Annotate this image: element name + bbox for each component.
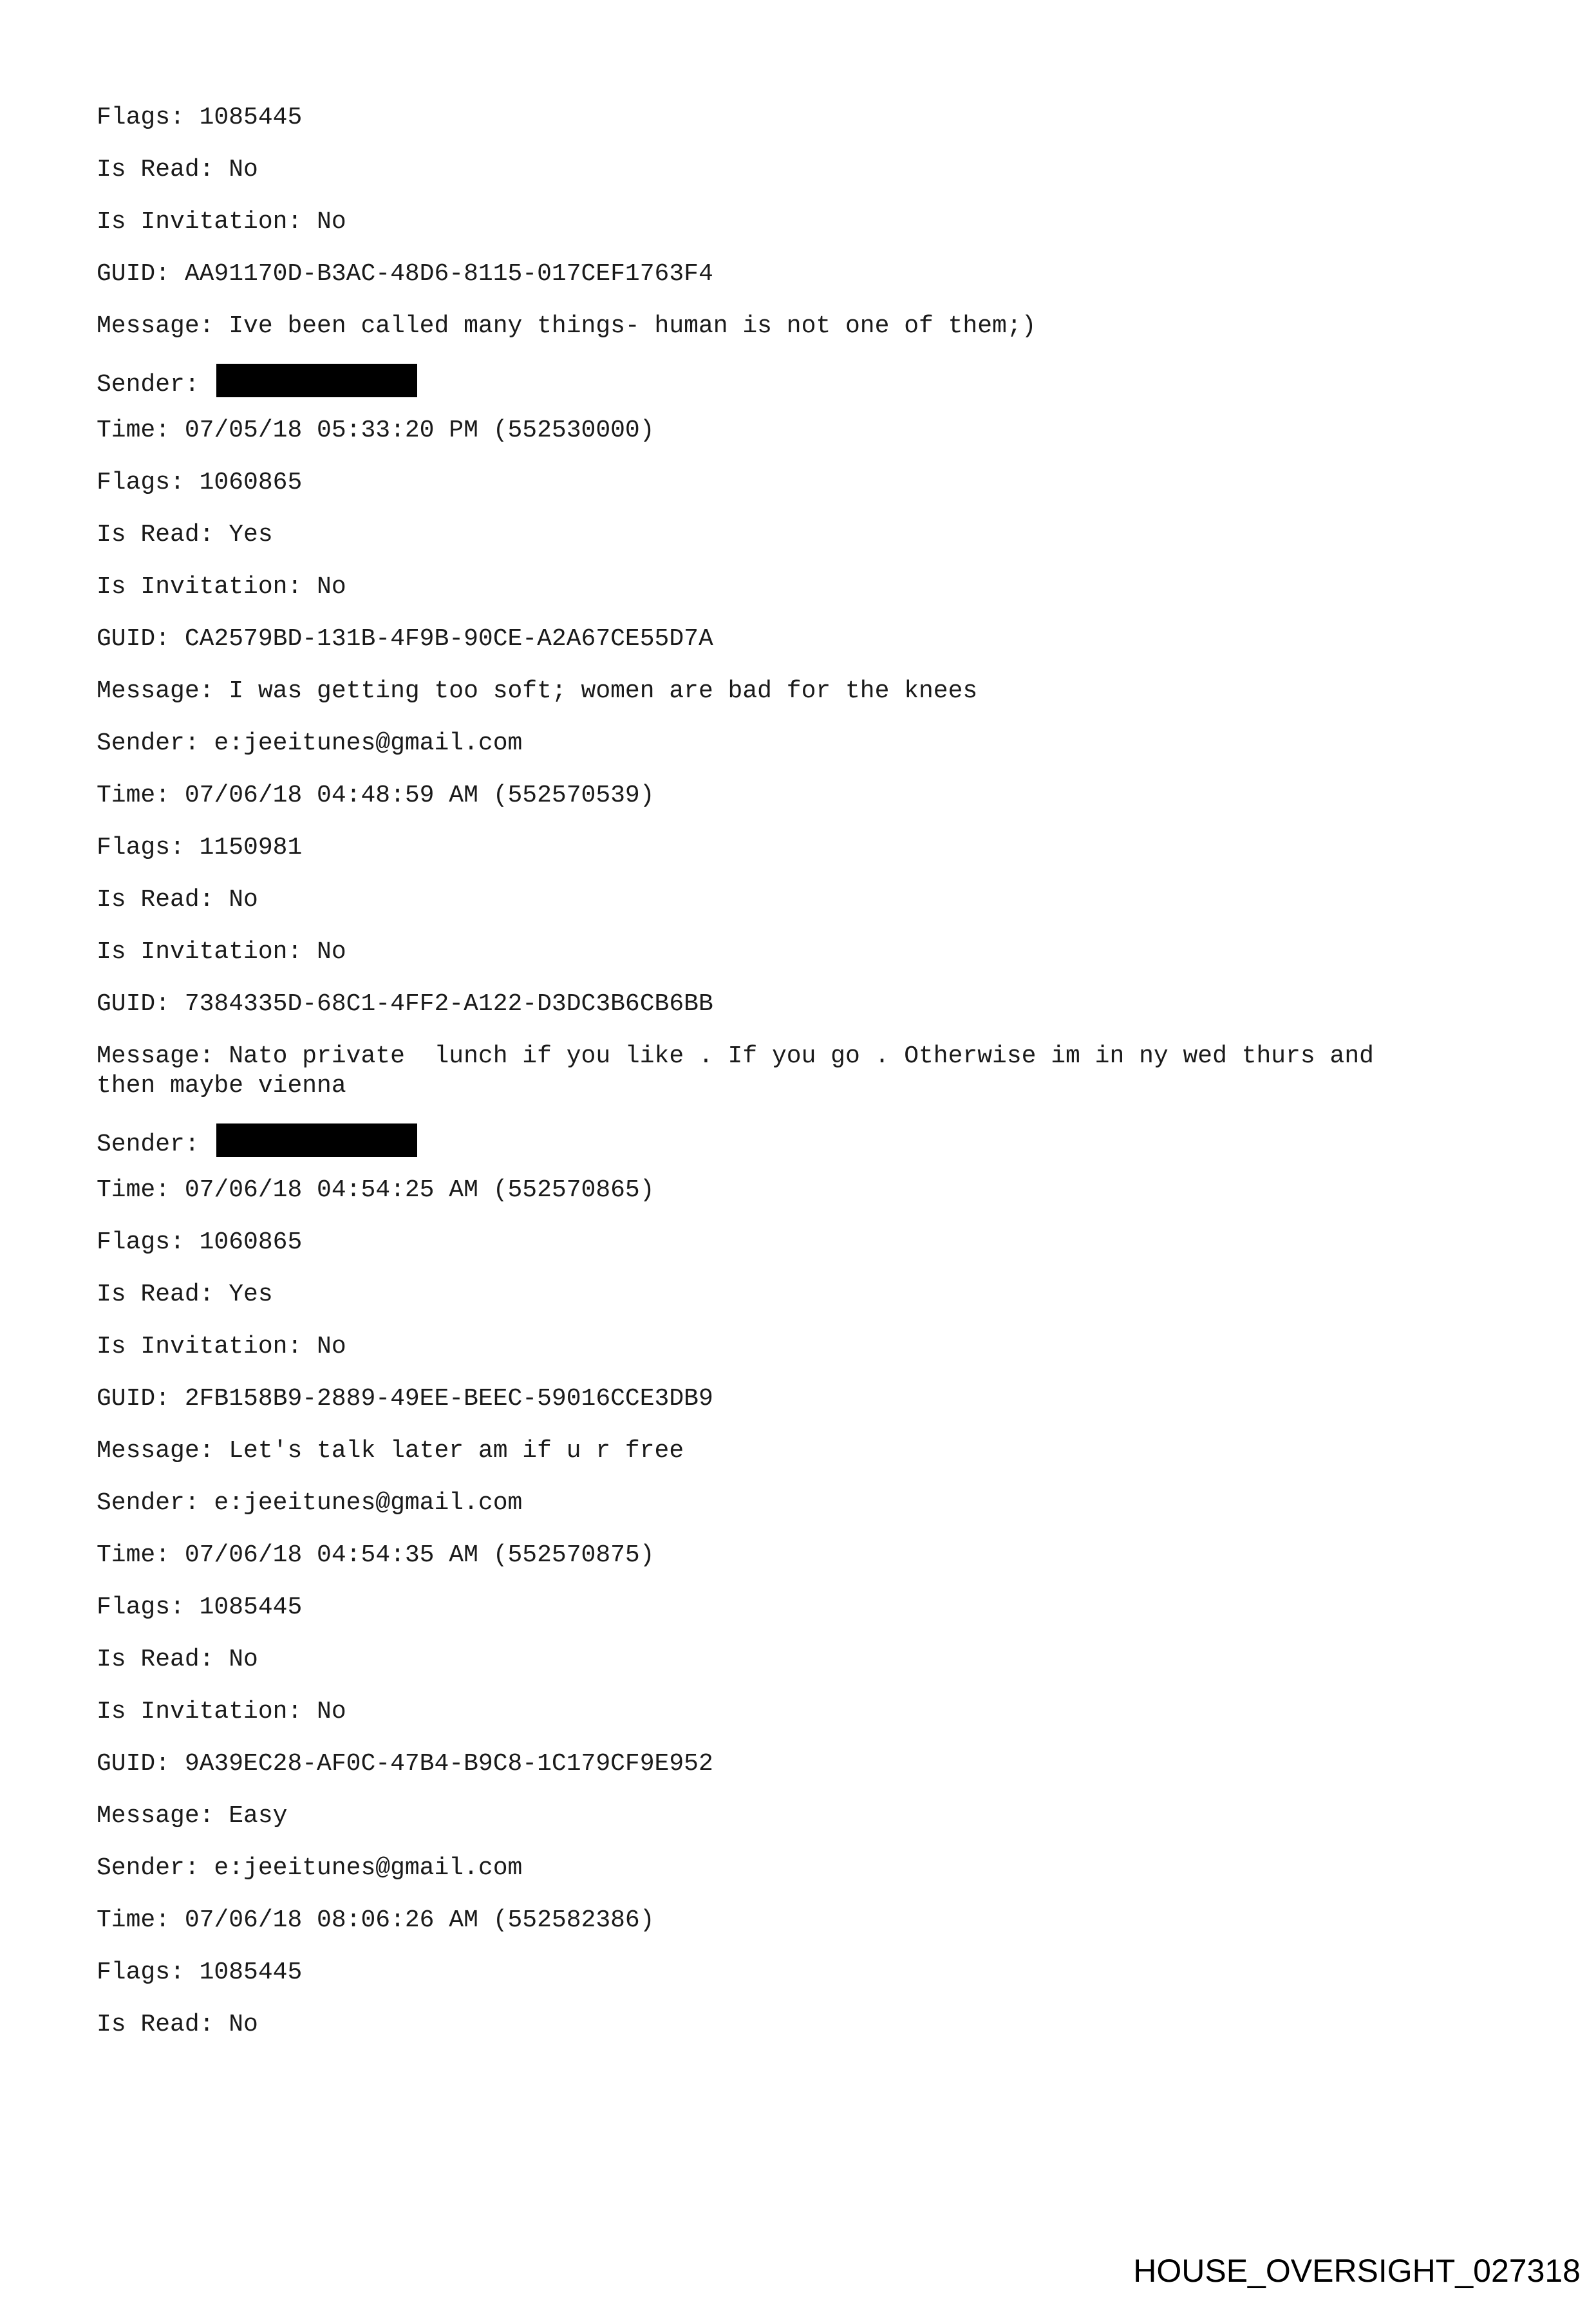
is-read-line: Is Read: Yes bbox=[97, 1281, 273, 1308]
sender-label: Sender: bbox=[97, 1131, 214, 1158]
time-line: Time: 07/06/18 08:06:26 AM (552582386) bbox=[97, 1906, 655, 1934]
guid-line: GUID: AA91170D-B3AC-48D6-8115-017CEF1763F4 bbox=[97, 260, 713, 288]
flags-line: Flags: 1150981 bbox=[97, 834, 303, 861]
sender-line: Sender: e:jeeitunes@gmail.com bbox=[97, 729, 523, 757]
message-line: Message: Ive been called many things- human is not one of them;) bbox=[97, 312, 1037, 340]
sender-line: Sender: e:jeeitunes@gmail.com bbox=[97, 1489, 523, 1517]
is-read-line: Is Read: No bbox=[97, 1646, 258, 1673]
guid-line: GUID: 2FB158B9-2889-49EE-BEEC-59016CCE3DB9 bbox=[97, 1385, 713, 1413]
is-invitation-line: Is Invitation: No bbox=[97, 208, 346, 236]
guid-line: GUID: 7384335D-68C1-4FF2-A122-D3DC3B6CB6BB bbox=[97, 990, 713, 1018]
flags-line: Flags: 1085445 bbox=[97, 104, 303, 131]
message-line: Message: Nato private lunch if you like . If you go . Otherwise im in ny wed thurs and then maybe vienna bbox=[97, 1042, 1374, 1100]
sender-line: Sender: e:jeeitunes@gmail.com bbox=[97, 1854, 523, 1882]
redaction-box bbox=[216, 364, 417, 397]
flags-line: Flags: 1060865 bbox=[97, 469, 303, 496]
message-line: Message: I was getting too soft; women are bad for the knees bbox=[97, 677, 978, 705]
is-invitation-line: Is Invitation: No bbox=[97, 573, 346, 601]
is-read-line: Is Read: No bbox=[97, 156, 258, 183]
time-line: Time: 07/06/18 04:54:35 AM (552570875) bbox=[97, 1541, 655, 1569]
message-log bbox=[97, 103, 1532, 2062]
flags-line: Flags: 1085445 bbox=[97, 1593, 303, 1621]
sender-line bbox=[97, 1123, 1532, 1158]
is-read-line: Is Read: Yes bbox=[97, 521, 273, 549]
bates-number: HOUSE_OVERSIGHT_027318 bbox=[1133, 2253, 1581, 2289]
time-line: Time: 07/06/18 04:54:25 AM (552570865) bbox=[97, 1176, 655, 1204]
flags-line: Flags: 1060865 bbox=[97, 1228, 303, 1256]
is-read-line: Is Read: No bbox=[97, 886, 258, 914]
sender-label: Sender: bbox=[97, 371, 214, 399]
time-line: Time: 07/05/18 05:33:20 PM (552530000) bbox=[97, 417, 655, 444]
message-line: Message: Easy bbox=[97, 1802, 288, 1830]
is-read-line: Is Read: No bbox=[97, 2011, 258, 2038]
message-line: Message: Let's talk later am if u r free bbox=[97, 1437, 684, 1465]
is-invitation-line: Is Invitation: No bbox=[97, 938, 346, 966]
guid-line: GUID: CA2579BD-131B-4F9B-90CE-A2A67CE55D7A bbox=[97, 625, 713, 653]
is-invitation-line: Is Invitation: No bbox=[97, 1698, 346, 1725]
time-line: Time: 07/06/18 04:48:59 AM (552570539) bbox=[97, 782, 655, 809]
is-invitation-line: Is Invitation: No bbox=[97, 1333, 346, 1360]
flags-line: Flags: 1085445 bbox=[97, 1959, 303, 1986]
redaction-box bbox=[216, 1123, 417, 1157]
sender-line bbox=[97, 364, 1532, 399]
guid-line: GUID: 9A39EC28-AF0C-47B4-B9C8-1C179CF9E952 bbox=[97, 1750, 713, 1778]
